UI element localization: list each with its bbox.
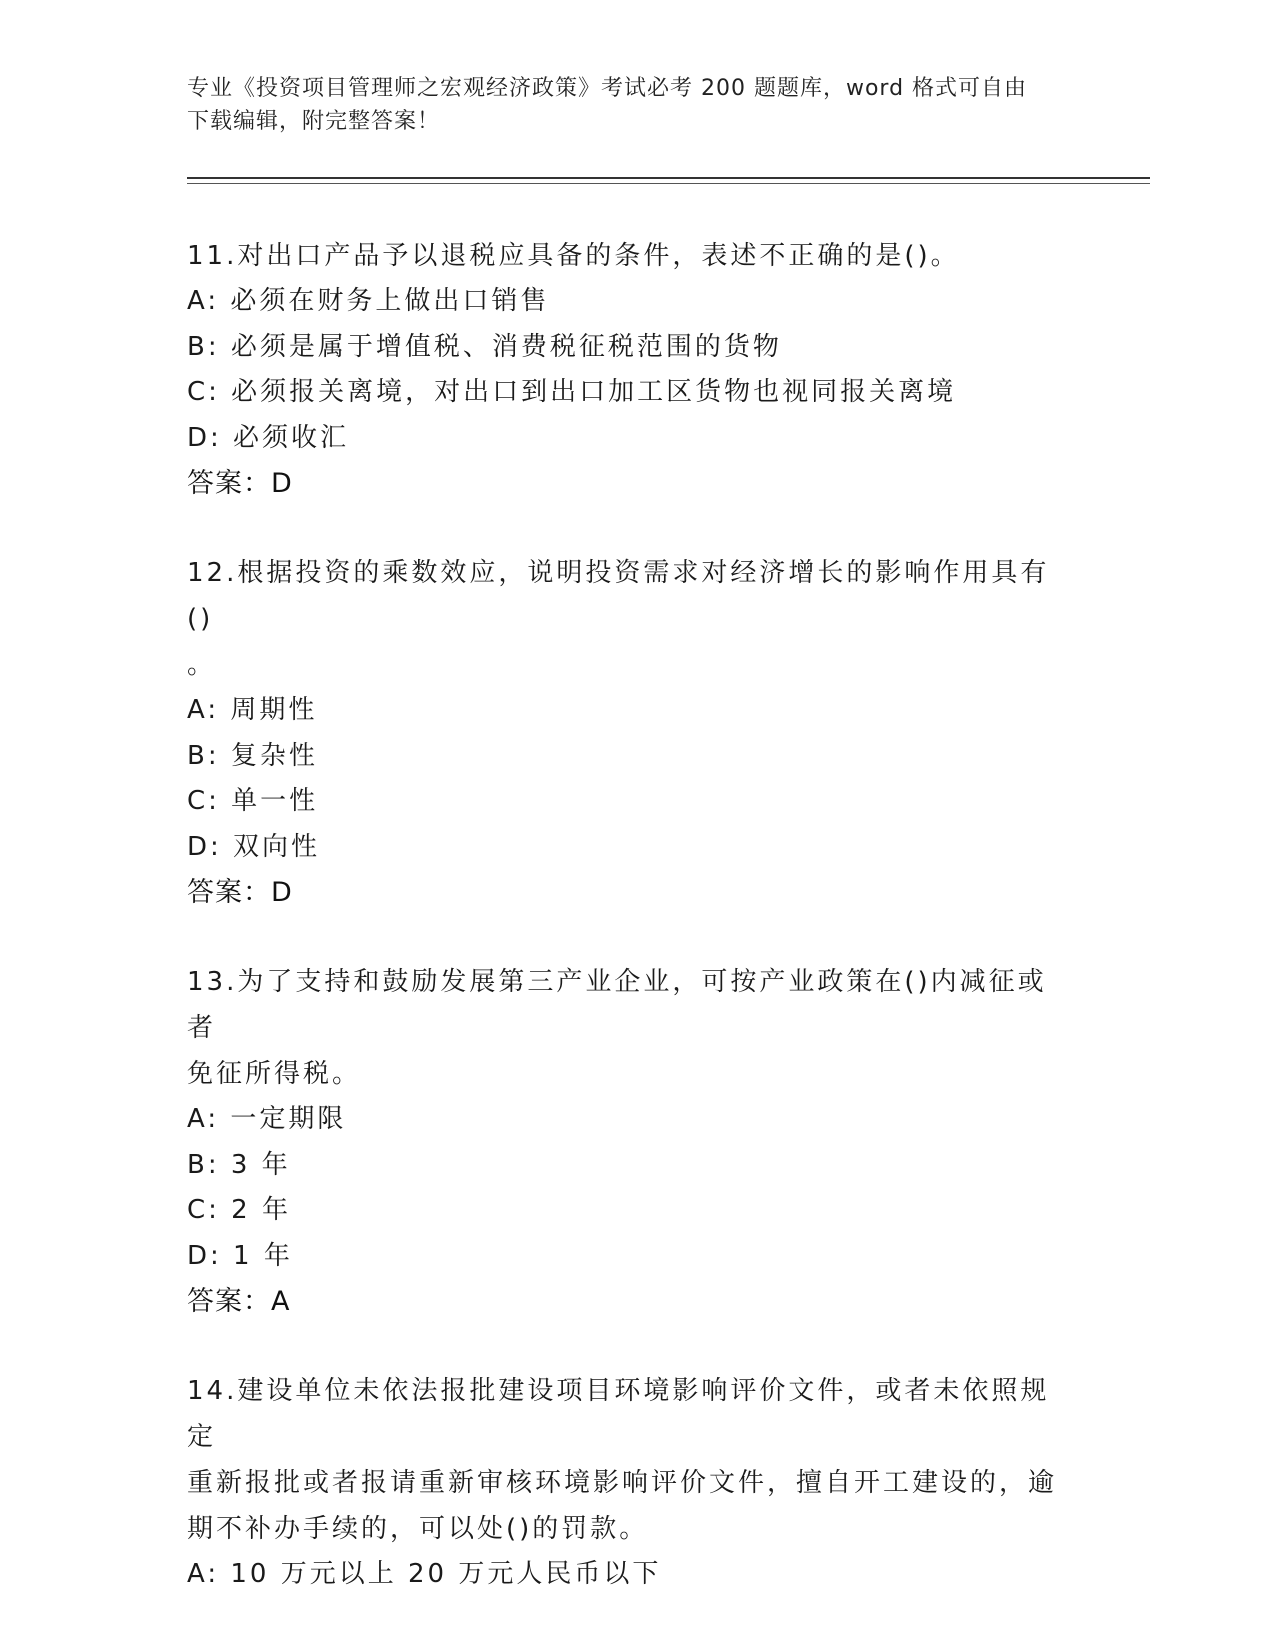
option-a: A: 10 万元以上 20 万元人民币以下 bbox=[187, 1559, 662, 1589]
option-d: D: 双向性 bbox=[187, 831, 321, 862]
question-stem: 13.为了支持和鼓励发展第三产业企业，可按产业政策在()内减征或者 bbox=[187, 967, 1047, 1043]
question-stem: 12.根据投资的乘数效应，说明投资需求对经济增长的影响作用具有() bbox=[187, 558, 1050, 634]
option-a: A: 一定期限 bbox=[187, 1104, 347, 1134]
question-stem-continued: 免征所得税。 bbox=[187, 1059, 362, 1089]
document-header bbox=[187, 72, 1067, 138]
header-line-1: 专业《投资项目管理师之宏观经济政策》考试必考 200 题题库，word 格式可自由 bbox=[187, 76, 1028, 101]
option-c: C: 单一性 bbox=[187, 786, 319, 816]
question-11 bbox=[187, 233, 1067, 507]
option-c: C: 必须报关离境，对出口到出口加工区货物也视同报关离境 bbox=[187, 377, 957, 407]
question-stem: 14.建设单位未依法报批建设项目环境影响评价文件，或者未依照规定 bbox=[187, 1376, 1050, 1452]
option-d: D: 1 年 bbox=[187, 1240, 293, 1271]
header-divider-thin bbox=[187, 183, 1150, 184]
question-stem-continued: 期不补办手续的，可以处()的罚款。 bbox=[187, 1514, 649, 1544]
question-14 bbox=[187, 1368, 1067, 1598]
option-b: B: 3 年 bbox=[187, 1149, 291, 1180]
header-divider-thick bbox=[187, 177, 1150, 179]
question-stem-continued: 。 bbox=[187, 650, 217, 680]
option-a: A: 周期性 bbox=[187, 695, 318, 725]
option-a: A: 必须在财务上做出口销售 bbox=[187, 286, 550, 316]
answer: 答案：D bbox=[187, 468, 293, 499]
answer: 答案：A bbox=[187, 1286, 291, 1317]
question-stem: 11.对出口产品予以退税应具备的条件，表述不正确的是()。 bbox=[187, 241, 960, 271]
option-b: B: 复杂性 bbox=[187, 740, 318, 771]
option-d: D: 必须收汇 bbox=[187, 422, 350, 453]
question-list bbox=[187, 233, 1067, 1641]
question-stem-continued: 重新报批或者报请重新审核环境影响评价文件，擅自开工建设的，逾 bbox=[187, 1468, 1058, 1498]
question-13 bbox=[187, 959, 1067, 1325]
header-line-2: 下载编辑，附完整答案！ bbox=[187, 109, 441, 134]
option-c: C: 2 年 bbox=[187, 1195, 291, 1225]
question-12 bbox=[187, 550, 1067, 916]
option-b: B: 必须是属于增值税、消费税征税范围的货物 bbox=[187, 331, 782, 362]
answer: 答案：D bbox=[187, 877, 293, 908]
